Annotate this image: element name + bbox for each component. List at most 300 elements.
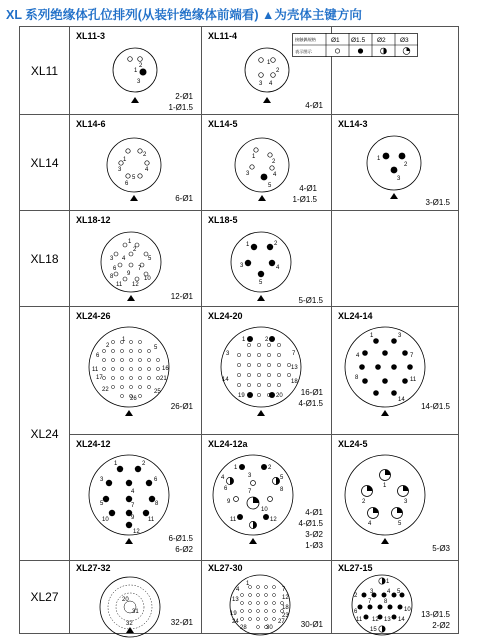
contact-hole — [241, 610, 244, 613]
pin-label: 11 — [92, 367, 99, 373]
pin-label: 5 — [148, 256, 152, 262]
pin-label: 9 — [131, 515, 135, 521]
key-arrow-icon — [381, 538, 389, 544]
pin-label: 5 — [154, 345, 158, 351]
pin-label: 4 — [221, 475, 225, 481]
pin-label: 23 — [282, 613, 289, 619]
contact-spec: 26-Ø1 — [170, 402, 193, 411]
pin-label: 1 — [267, 60, 271, 66]
row-xl24 — [20, 307, 458, 561]
empty-cell — [332, 211, 458, 306]
pin-label: 5 — [397, 589, 401, 595]
model-name: XL27-30 — [208, 563, 243, 573]
key-arrow-icon — [257, 295, 265, 301]
contact-hole — [273, 602, 276, 605]
page-title: XL 系列绝缘体孔位排列(从装针绝缘体前端看) ▲为壳体主键方向 — [6, 8, 362, 22]
pin-label: 8 — [355, 375, 359, 381]
contact-spec: 4-Ø1 4-Ø1.5 3-Ø2 1-Ø3 — [298, 508, 323, 550]
contact-hole — [241, 594, 244, 597]
contact-hole — [129, 340, 132, 343]
contact-hole — [156, 367, 159, 370]
pin-label: 13 — [291, 365, 298, 371]
contact-spec: 4-Ø1 1-Ø1.5 — [292, 184, 317, 204]
pin-label: 10 — [102, 517, 109, 523]
legend-size: Ø1.5 — [351, 37, 366, 44]
contact-hole — [265, 618, 268, 621]
pin-label: 3 — [259, 81, 263, 87]
connector-face-icon — [242, 45, 292, 107]
contact-hole — [257, 383, 260, 386]
pin-label: 6 — [154, 477, 158, 483]
pin-label: 2 — [274, 241, 278, 247]
model-name: XL14-6 — [76, 119, 106, 129]
model-name: XL24-12a — [208, 439, 248, 449]
cell-xl24-26 — [70, 307, 202, 435]
key-arrow-icon — [249, 538, 257, 544]
pin-label: 4 — [145, 167, 149, 173]
cell-xl27-32 — [70, 561, 202, 633]
pin-label: 12 — [270, 517, 277, 523]
pin-label: 2 — [139, 63, 143, 69]
contact-hole — [267, 383, 270, 386]
connector-face-icon — [228, 229, 294, 305]
contact-hole — [102, 349, 105, 352]
model-name: XL11-4 — [208, 31, 238, 41]
pin-label: 4 — [273, 172, 277, 178]
contact-hole — [237, 373, 240, 376]
contact-hole — [156, 358, 159, 361]
contact-hole — [277, 383, 280, 386]
contact-hole — [138, 340, 141, 343]
key-arrow-icon — [381, 410, 389, 416]
pin-label: 8 — [155, 501, 159, 507]
pin-label: 3 — [137, 79, 141, 85]
connector-face-icon — [340, 325, 430, 425]
model-name: XL27-32 — [76, 563, 111, 573]
contact-hole — [277, 353, 280, 356]
contact-hole — [138, 385, 141, 388]
pin-label: 9 — [127, 271, 131, 277]
pin-label: 8 — [384, 599, 388, 605]
contact-hole — [257, 343, 260, 346]
connector-face-icon — [216, 325, 306, 425]
pin-label: 30 — [266, 625, 273, 631]
contact-hole — [287, 373, 290, 376]
pin-label: 14 — [222, 377, 229, 383]
connector-face-icon — [218, 573, 302, 633]
contact-hole — [249, 610, 252, 613]
key-arrow-icon — [263, 97, 271, 103]
pin-label: 6 — [125, 181, 129, 187]
pin-label: 2 — [265, 337, 269, 343]
pin-label: 19 — [238, 393, 245, 399]
pin-label: 10 — [144, 276, 151, 282]
pin-label: 12 — [372, 617, 379, 623]
pin-label: 2 — [276, 68, 280, 74]
pin-label: 1 — [122, 337, 126, 343]
cell-xl11-3 — [70, 27, 202, 114]
pin-label: 2 — [106, 343, 110, 349]
contact-spec: 30-Ø1 — [300, 620, 323, 629]
pin-label: 1 — [386, 579, 390, 585]
contact-hole — [129, 376, 132, 379]
key-arrow-icon — [126, 627, 134, 633]
key-arrow-icon — [127, 295, 135, 301]
key-arrow-icon — [125, 538, 133, 544]
row-xl27 — [20, 561, 458, 633]
pin-label: 18 — [282, 605, 289, 611]
pin-label: 4 — [276, 265, 280, 271]
pin-label: 2 — [142, 461, 146, 467]
contact-hole — [273, 594, 276, 597]
cell-xl24-5 — [332, 435, 458, 561]
cell-xl14-5 — [202, 115, 332, 210]
contact-spec: 14-Ø1.5 — [421, 402, 450, 411]
key-arrow-icon — [390, 193, 398, 199]
row-label: XL18 — [20, 211, 70, 306]
pin-label: 6 — [113, 266, 117, 272]
model-name: XL14-3 — [338, 119, 368, 129]
contact-hole — [257, 626, 260, 629]
contact-hole — [277, 363, 280, 366]
contact-hole — [267, 353, 270, 356]
legend-row-label: 表示图示 — [295, 49, 312, 54]
pin-label: 3 — [404, 499, 408, 505]
cell-xl14-6 — [70, 115, 202, 210]
contact-hole — [247, 363, 250, 366]
contact-hole — [265, 586, 268, 589]
connector-face-icon — [340, 453, 430, 553]
contact-hole — [257, 602, 260, 605]
key-arrow-icon — [257, 410, 265, 416]
pin-label: 8 — [280, 487, 284, 493]
row-xl14 — [20, 115, 458, 211]
contact-hole — [273, 586, 276, 589]
pin-label: 3 — [398, 333, 402, 339]
pin-label: 11 — [116, 282, 123, 288]
contact-hole — [111, 376, 114, 379]
contact-hole — [147, 349, 150, 352]
pin-label: 18 — [291, 379, 298, 385]
contact-hole — [147, 385, 150, 388]
pin-label: 5 — [280, 475, 284, 481]
contact-spec: 5-Ø1.5 — [298, 296, 323, 305]
pin-label: 3 — [240, 263, 244, 269]
contact-hole — [247, 343, 250, 346]
contact-hole — [129, 367, 132, 370]
pin-label: 7 — [138, 266, 142, 272]
pin-label: 1 — [377, 156, 381, 162]
pin-label: 1 — [242, 337, 246, 343]
contact-hole — [277, 373, 280, 376]
pin-label: 5 — [132, 175, 136, 181]
pin-label: 3 — [118, 167, 122, 173]
pin-label: 14 — [398, 617, 405, 623]
pin-label: 31 — [132, 609, 139, 615]
contact-spec: 3-Ø1.5 — [425, 198, 450, 207]
pin-label: 2 — [404, 162, 408, 168]
row-label: XL24 — [20, 307, 70, 560]
contact-hole — [138, 349, 141, 352]
pin-label: 12 — [132, 282, 139, 288]
contact-spec: 6-Ø1.5 6-Ø2 — [168, 534, 193, 554]
cell-xl18-5 — [202, 211, 332, 306]
model-name: XL24-14 — [338, 311, 373, 321]
pin-label: 1 — [383, 483, 387, 489]
contact-spec: 4-Ø1 — [305, 101, 323, 110]
pin-label: 20 — [122, 597, 129, 603]
pin-label: 7 — [248, 489, 252, 495]
pin-label: 14 — [398, 397, 405, 403]
pin-label: 1 — [246, 242, 250, 248]
pin-label: 1 — [234, 465, 238, 471]
contact-hole — [120, 358, 123, 361]
contact-hole — [120, 376, 123, 379]
pin-label: 4 — [368, 521, 372, 527]
model-name: XL27-15 — [338, 563, 373, 573]
model-name: XL24-20 — [208, 311, 243, 321]
pin-label: 24 — [232, 619, 239, 625]
contact-hole — [138, 367, 141, 370]
pin-label: 21 — [160, 376, 167, 382]
pin-label: 15 — [370, 627, 377, 633]
contact-hole — [257, 594, 260, 597]
contact-hole — [257, 586, 260, 589]
pin-label: 3 — [248, 473, 252, 479]
contact-spec: 5-Ø3 — [432, 544, 450, 553]
pin-label: 12 — [133, 529, 140, 535]
pin-label: 11 — [410, 377, 417, 383]
cell-xl27-15 — [332, 561, 458, 633]
contact-hole — [265, 610, 268, 613]
pin-label: 5 — [268, 183, 272, 189]
contact-spec: 12-Ø1 — [170, 292, 193, 301]
pin-label: 1 — [134, 68, 138, 74]
contact-hole — [237, 363, 240, 366]
cell-xl24-20 — [202, 307, 332, 435]
contact-hole — [129, 349, 132, 352]
row-xl18 — [20, 211, 458, 307]
contact-hole — [129, 358, 132, 361]
contact-hole — [267, 363, 270, 366]
pin-label: 4 — [269, 81, 273, 87]
contact-hole — [111, 358, 114, 361]
connector-face-icon — [208, 453, 298, 553]
pin-label: 2 — [143, 152, 147, 158]
contact-hole — [273, 618, 276, 621]
contact-spec: 6-Ø1 — [175, 194, 193, 203]
pin-label: 3 — [397, 176, 401, 182]
contact-spec: 2-Ø1 1-Ø1.5 — [168, 92, 193, 112]
pin-label: 3 — [100, 477, 104, 483]
contact-hole — [241, 618, 244, 621]
key-arrow-icon — [125, 410, 133, 416]
cell-xl27-30 — [202, 561, 332, 633]
pin-label: 4 — [236, 587, 240, 593]
contact-hole — [249, 618, 252, 621]
contact-hole — [257, 393, 260, 396]
contact-hole — [257, 618, 260, 621]
pin-label: 22 — [102, 387, 109, 393]
pin-label: 2 — [268, 465, 272, 471]
pin-label: 3 — [246, 171, 250, 177]
pin-label: 25 — [154, 389, 161, 395]
contact-hole — [102, 358, 105, 361]
contact-hole — [249, 602, 252, 605]
contact-hole — [257, 373, 260, 376]
model-name: XL24-26 — [76, 311, 111, 321]
pin-label: 10 — [404, 607, 411, 613]
pin-label: 17 — [96, 375, 103, 381]
pin-label: 12 — [282, 595, 289, 601]
pin-label: 3 — [370, 589, 374, 595]
cell-xl24-12a — [202, 435, 332, 561]
pin-label: 2 — [272, 159, 276, 165]
cell-xl24-14 — [332, 307, 458, 435]
contact-size-legend — [292, 33, 418, 57]
pin-label: 2 — [362, 499, 366, 505]
contact-hole — [247, 383, 250, 386]
pin-label: 6 — [354, 609, 358, 615]
pin-label: 16 — [162, 366, 169, 372]
pin-label: 32 — [126, 621, 133, 627]
cell-xl24-12 — [70, 435, 202, 561]
contact-hole — [111, 385, 114, 388]
contact-hole — [138, 358, 141, 361]
pin-label: 9 — [227, 499, 231, 505]
pin-label: 2 — [354, 593, 358, 599]
connector-face-icon — [232, 135, 292, 205]
pin-label: 1 — [252, 154, 256, 160]
pin-label: 11 — [148, 517, 155, 523]
contact-hole — [241, 602, 244, 605]
contact-hole — [138, 376, 141, 379]
legend-size: Ø2 — [377, 37, 386, 44]
pin-label: 26 — [130, 396, 137, 402]
connector-face-icon — [84, 453, 174, 553]
filled-circle-icon — [358, 48, 363, 53]
contact-hole — [267, 343, 270, 346]
model-name: XL11-3 — [76, 31, 106, 41]
contact-hole — [120, 349, 123, 352]
pin-label: 1 — [123, 157, 127, 163]
pin-label: 6 — [96, 353, 100, 359]
contact-hole — [138, 394, 141, 397]
pin-label: 5 — [398, 521, 402, 527]
pin-label: 6 — [224, 486, 228, 492]
pin-label: 3 — [110, 256, 114, 262]
pin-label: 11 — [230, 517, 237, 523]
contact-hole — [273, 610, 276, 613]
contact-hole — [129, 385, 132, 388]
connector-face-icon — [98, 229, 164, 305]
contact-hole — [237, 353, 240, 356]
pin-label: 8 — [110, 274, 114, 280]
model-name: XL18-5 — [208, 215, 238, 225]
contact-hole — [265, 602, 268, 605]
cell-xl14-3 — [332, 115, 458, 210]
contact-hole — [265, 594, 268, 597]
pin-label: 27 — [278, 619, 285, 625]
model-name: XL24-5 — [338, 439, 368, 449]
pin-label: 2 — [133, 247, 137, 253]
contact-hole — [147, 367, 150, 370]
pin-label: 4 — [387, 589, 391, 595]
connector-face-icon — [110, 45, 160, 107]
contact-hole — [249, 594, 252, 597]
contact-spec: 13-Ø1.5 2-Ø2 — [421, 610, 450, 630]
connector-face-icon — [364, 133, 424, 203]
layout-table — [19, 26, 459, 634]
pin-label: 1 — [370, 333, 374, 339]
legend-size: Ø1 — [331, 37, 340, 44]
legend-size: Ø3 — [400, 37, 409, 44]
pin-label: 7 — [368, 599, 372, 605]
pin-label: 11 — [356, 617, 363, 623]
cell-xl18-12 — [70, 211, 202, 306]
pin-label: 7 — [131, 503, 135, 509]
contact-hole — [257, 363, 260, 366]
contact-hole — [237, 383, 240, 386]
contact-hole — [247, 353, 250, 356]
pin-label: 5 — [100, 501, 104, 507]
pin-label: 19 — [230, 611, 237, 617]
connector-face-icon — [88, 575, 172, 633]
contact-hole — [111, 340, 114, 343]
pin-label: 28 — [240, 625, 247, 631]
model-name: XL24-12 — [76, 439, 111, 449]
pin-label: 4 — [122, 256, 126, 262]
contact-hole — [247, 373, 250, 376]
model-name: XL18-12 — [76, 215, 111, 225]
contact-hole — [120, 385, 123, 388]
row-label: XL27 — [20, 561, 70, 633]
contact-hole — [277, 343, 280, 346]
key-arrow-icon — [131, 97, 139, 103]
contact-spec: 16-Ø1 4-Ø1.5 — [298, 388, 323, 408]
connector-face-icon — [340, 573, 424, 633]
contact-hole — [147, 358, 150, 361]
contact-hole — [111, 367, 114, 370]
pin-label: 7 — [292, 351, 296, 357]
contact-hole — [147, 376, 150, 379]
contact-hole — [111, 349, 114, 352]
pin-label: 3 — [226, 351, 230, 357]
contact-hole — [267, 373, 270, 376]
model-name: XL14-5 — [208, 119, 238, 129]
contact-hole — [102, 376, 105, 379]
row-label: XL11 — [20, 27, 70, 114]
pin-label: 1 — [246, 581, 250, 587]
row-label: XL14 — [20, 115, 70, 210]
pin-label: 13 — [384, 617, 391, 623]
key-arrow-icon — [130, 195, 138, 201]
contact-hole — [257, 353, 260, 356]
contact-hole — [120, 367, 123, 370]
pin-label: 5 — [259, 280, 263, 286]
key-arrow-icon — [258, 195, 266, 201]
contact-hole — [257, 610, 260, 613]
contact-hole — [120, 394, 123, 397]
connector-face-icon — [104, 135, 164, 205]
connector-face-icon — [84, 325, 174, 425]
pin-label: 1 — [128, 239, 132, 245]
contact-hole — [102, 367, 105, 370]
pin-label: 1 — [114, 461, 118, 467]
pin-label: 7 — [410, 353, 414, 359]
pin-label: 13 — [232, 597, 239, 603]
pin-label: 10 — [261, 507, 268, 513]
